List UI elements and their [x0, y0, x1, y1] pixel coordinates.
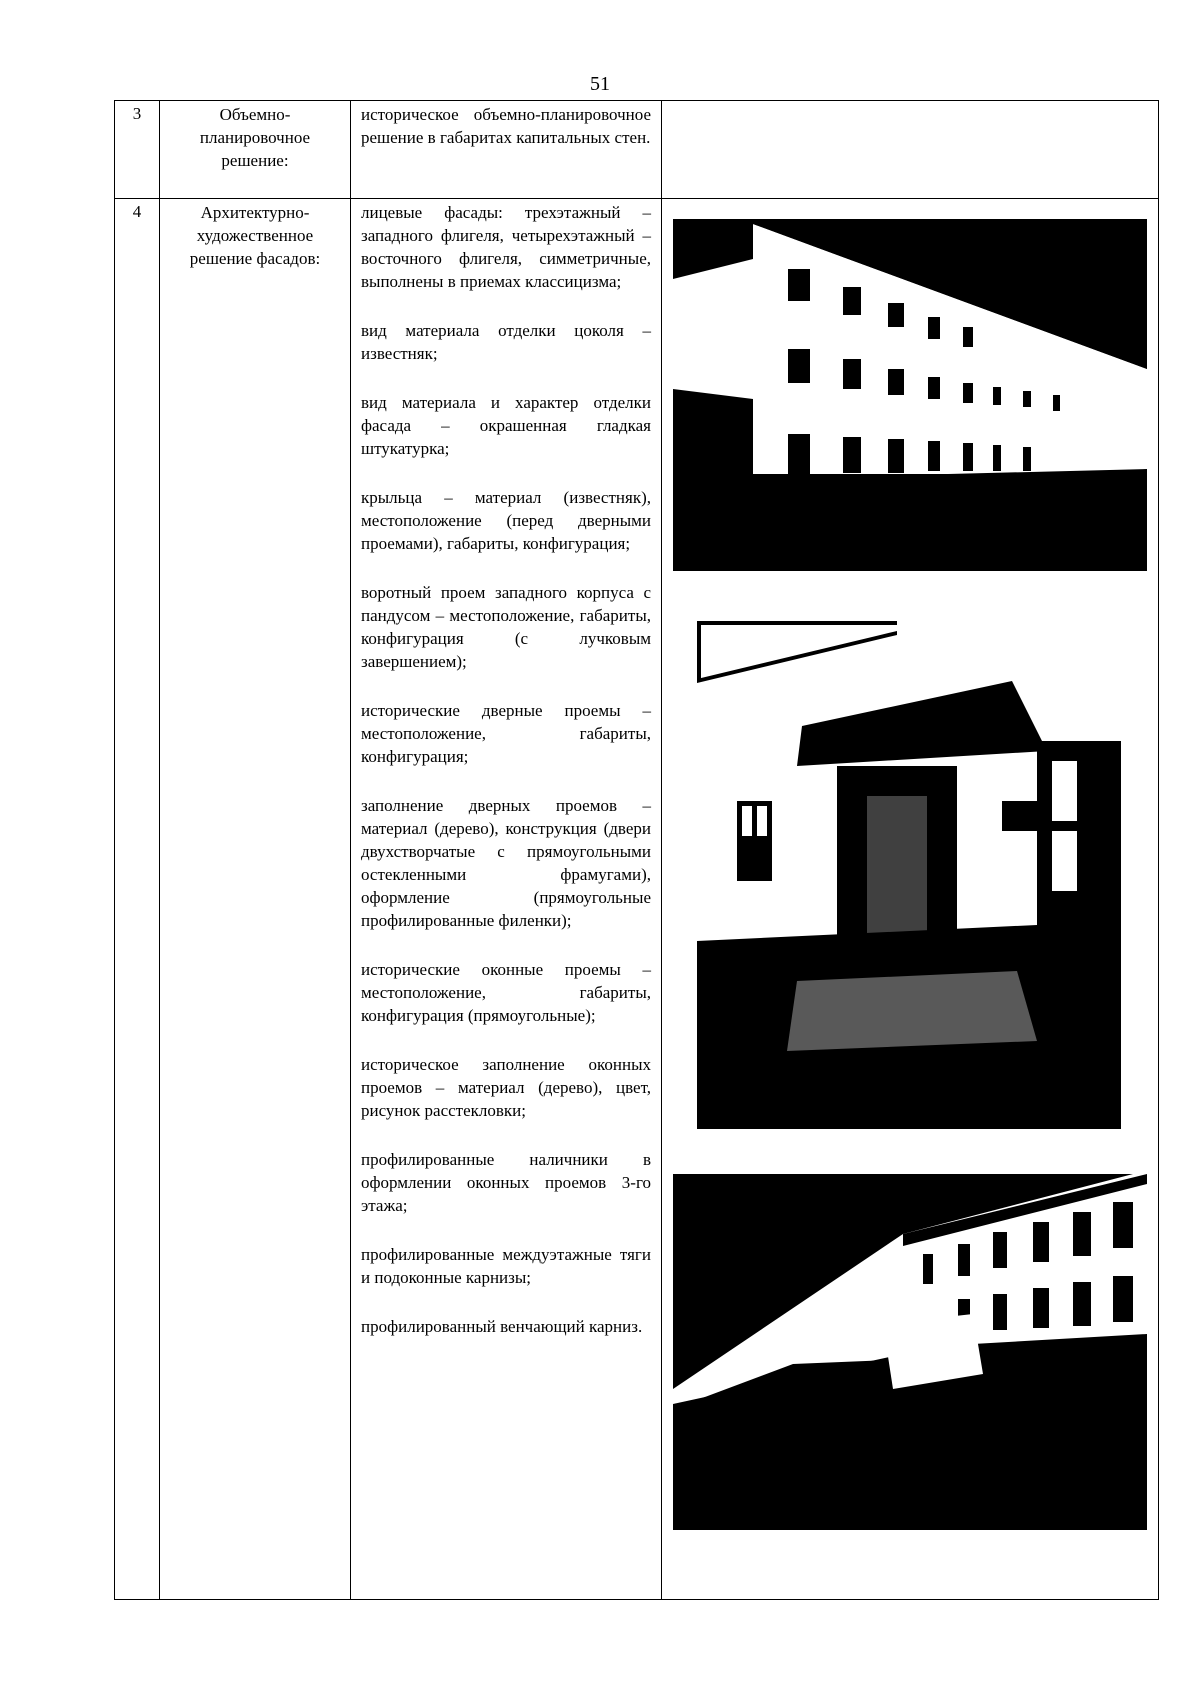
description-item: историческое объемно-планировочное решение в габаритах капитальных стен.: [361, 105, 651, 147]
description-item: исторические дверные проемы – местоположение, габариты, конфигурация;: [361, 701, 651, 766]
facade-photo-2: [673, 1174, 1147, 1530]
photo-cell: [662, 199, 1159, 1600]
row-name: Архитектурно-художественное решение фасадов:: [160, 199, 351, 1600]
row-description: [351, 101, 662, 199]
row-description: [351, 199, 662, 1600]
description-item: профилированные междуэтажные тяги и подоконные карнизы;: [361, 1245, 651, 1287]
description-item: воротный проем западного корпуса с пандусом – местоположение, габариты, конфигурация (с лучковым завершением);: [361, 583, 651, 671]
table-row: [115, 199, 1159, 1600]
description-item: вид материала и характер отделки фасада – окрашенная гладкая штукатурка;: [361, 393, 651, 458]
description-item: исторические оконные проемы – местоположение, габариты, конфигурация (прямоугольные);: [361, 960, 651, 1025]
row-number: 3: [115, 101, 160, 199]
description-item: лицевые фасады: трехэтажный – западного флигеля, четырехэтажный – восточного флигеля, симметричные, выполнены в приемах классицизма;: [361, 203, 651, 291]
page-number: 51: [590, 73, 610, 95]
description-item: крыльца – материал (известняк), местоположение (перед дверными проемами), габариты, конфигурация;: [361, 488, 651, 553]
facade-photo-1: [673, 219, 1147, 571]
description-item: историческое заполнение оконных проемов – материал (дерево), цвет, рисунок расстекловки;: [361, 1055, 651, 1120]
row-number: 4: [115, 199, 160, 1600]
photo-cell: [662, 101, 1159, 199]
description-item: заполнение дверных проемов – материал (дерево), конструкция (двери двухстворчатые с прямоугольными остекленными фрамугами), оформление (прямоугольные профилированные филенки);: [361, 796, 651, 930]
row-name: Объемно-планировочное решение:: [160, 101, 351, 199]
description-item: профилированные наличники в оформлении оконных проемов 3-го этажа;: [361, 1150, 651, 1215]
description-item: вид материала отделки цоколя – известняк;: [361, 321, 651, 363]
porch-photo: [697, 621, 1121, 1129]
description-item: профилированный венчающий карниз.: [361, 1317, 643, 1336]
heritage-table: [114, 100, 1159, 1600]
table-row: [115, 101, 1159, 199]
